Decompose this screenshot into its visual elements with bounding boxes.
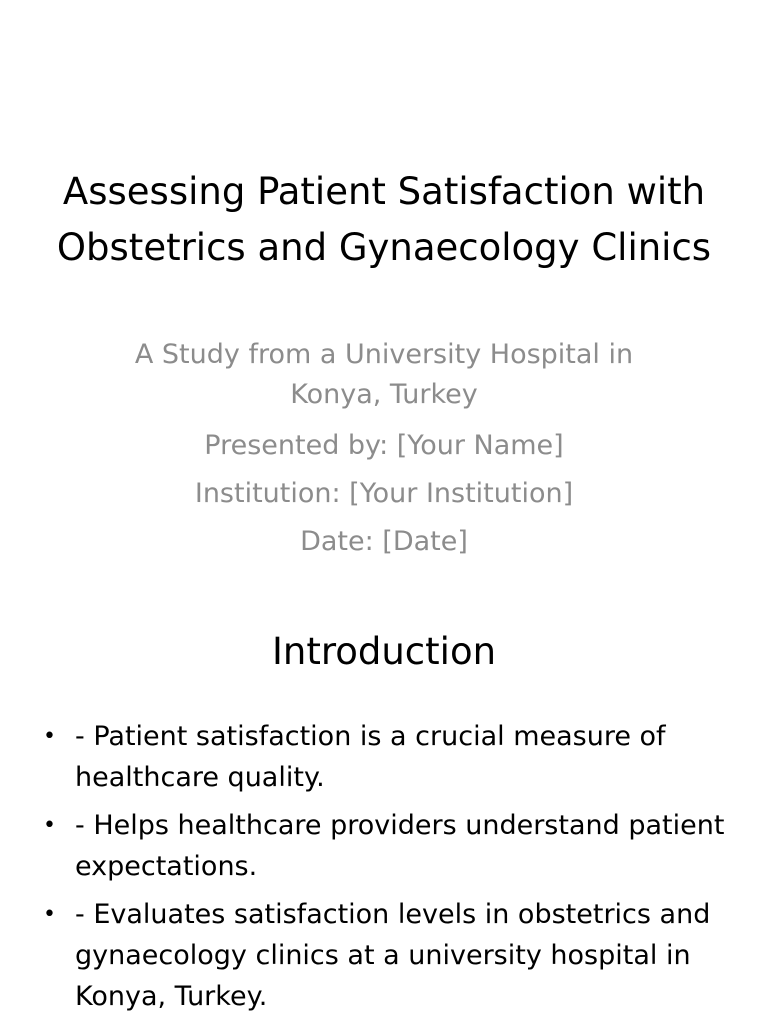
- bullet-text: - Helps healthcare providers understand patient expectations.: [75, 810, 725, 882]
- introduction-bullet-list: [40, 716, 730, 1024]
- bullet-text: - Patient satisfaction is a crucial measure of healthcare quality.: [75, 721, 666, 793]
- bullet-icon: •: [43, 902, 56, 927]
- list-item: [40, 716, 730, 798]
- subtitle-study-line: A Study from a University Hospital in Konya, Turkey: [134, 339, 634, 410]
- list-item: [40, 805, 730, 887]
- date-line: Date: [Date]: [300, 526, 468, 557]
- institution-line: Institution: [Your Institution]: [194, 478, 574, 509]
- introduction-title: Introduction: [271, 630, 497, 673]
- list-item: [40, 894, 730, 1017]
- bullet-icon: •: [43, 724, 56, 749]
- presenter-line: Presented by: [Your Name]: [204, 430, 564, 461]
- bullet-icon: •: [43, 813, 56, 838]
- bullet-text: - Evaluates satisfaction levels in obstetrics and gynaecology clinics at a university hospital in Konya, Turkey.: [75, 899, 711, 1012]
- subtitle-block: [90, 335, 678, 566]
- presentation-title: Assessing Patient Satisfaction with Obstetrics and Gynaecology Clinics: [56, 170, 712, 269]
- introduction-slide: [0, 576, 768, 1024]
